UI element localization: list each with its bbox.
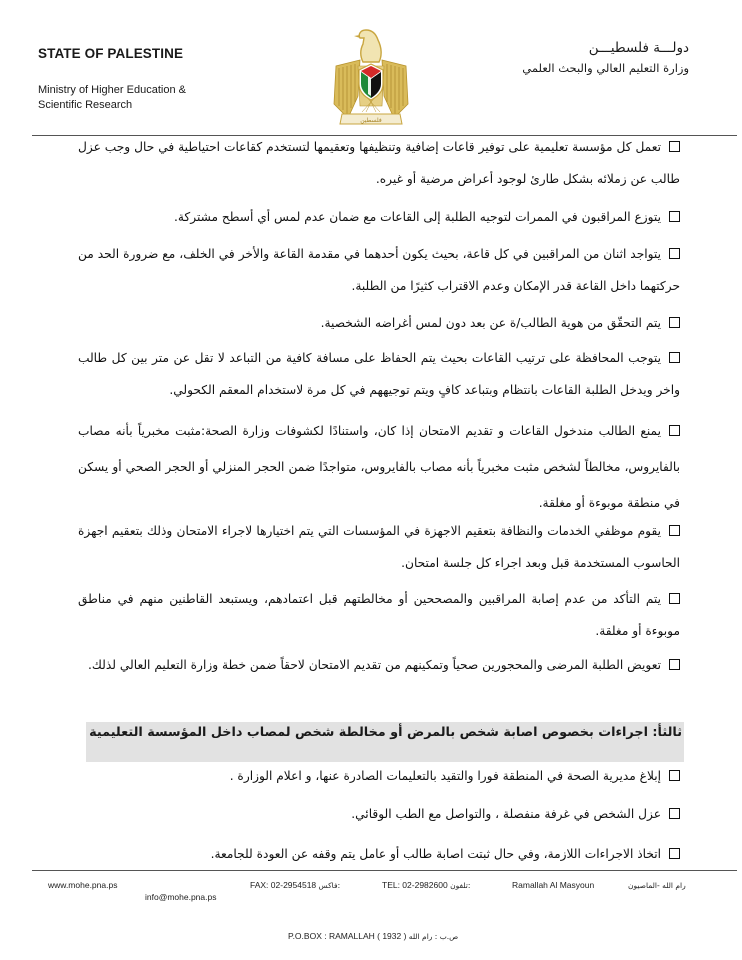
tel-number [382,880,470,890]
list-item-text: يقوم موظفي الخدمات والنظافة بتعقيم الاجهزة في المؤسسات التي يتم اختيارها لاجراء الامتحان وذلك بتعقيم اجهزة الحاسوب المستخدمة قبل وبعد اجراء كل جلسة امتحان. [78,524,680,570]
palestine-emblem-logo [330,26,412,130]
state-of-palestine-arabic-title: دولـــة فلسطيـــن [588,40,689,56]
list-item-text: يتوزع المراقبون في الممرات لتوجيه الطلبة إلى القاعات مع ضمان عدم لمس أي أسطح مشتركة. [174,210,661,224]
list-item-text: يتم التأكد من عدم إصابة المراقبين والمصححين أو مخالطتهم قبل اعتمادهم، ويستبعد القاطنين منهم في مناطق موبوءة أو مغلقة. [78,592,680,638]
fax-number [250,880,340,890]
section-list-item [78,798,680,830]
list-item [78,413,680,521]
ministry-name-line1: Ministry of Higher Education & [38,84,186,96]
tel-label-arabic: تلفون: [450,881,471,890]
list-item [78,583,680,647]
emblem-caption: فلسطين [360,117,382,124]
checkbox-icon[interactable] [669,525,680,536]
list-item-text: يتم التحقّق من هوية الطالب/ة عن بعد دون لمس أغراضه الشخصية. [320,316,661,330]
list-item [78,342,680,406]
list-item [78,238,680,302]
checkbox-icon[interactable] [669,770,680,781]
list-item-text: اتخاذ الاجراءات اللازمة، وفي حال ثبتت اصابة طالب أو عامل يتم وقفه عن العودة للجامعة. [210,847,661,861]
po-box-arabic: ص.ب : رام الله [408,932,459,941]
list-item-text: تعمل كل مؤسسة تعليمية على توفير قاعات إضافية وتنظيفها وتعقيمها لتستخدم كقاعات احتياطية في حال وجب عزل طالب عن زملائه بشكل طارئ لوجود أعراض مرضية أو غيره. [78,140,680,186]
section-heading-title: ثالثأ: اجراءات بخصوص اصابة شخص بالمرض أو مخالطة شخص لمصاب داخل المؤسسة التعليمية [89,725,682,740]
fax-number-text: FAX: 02-2954518 [250,880,317,890]
checkbox-icon[interactable] [669,808,680,819]
section-heading-bar [86,722,684,762]
ministry-name-line2: Scientific Research [38,99,133,111]
checkbox-icon[interactable] [669,248,680,259]
section-list-item [78,760,680,792]
list-item-text: تعويض الطلبة المرضى والمحجورين صحياً وتمكينهم من تقديم الامتحان لاحقاً ضمن خطة وزارة التعليم العالي لذلك. [88,658,661,672]
address-arabic: رام الله -الماصيون [628,881,686,890]
tel-number-text: TEL: 02-2982600 [382,880,448,890]
address-english: Ramallah Al Masyoun [512,880,595,890]
po-box [288,931,458,941]
fax-label-arabic: فاكس: [318,881,341,890]
list-item [78,649,680,681]
checkbox-icon[interactable] [669,425,680,436]
checkbox-icon[interactable] [669,352,680,363]
checkbox-icon[interactable] [669,848,680,859]
list-item [78,131,680,195]
list-item-text: عزل الشخص في غرفة منفصلة ، والتواصل مع الطب الوقائي. [351,807,661,821]
list-item [78,307,680,339]
checkbox-icon[interactable] [669,211,680,222]
list-item [78,201,680,233]
list-item-text: إبلاغ مديرية الصحة في المنطقة فورا والتقيد بالتعليمات الصادرة عنها، و اعلام الوزارة . [229,769,661,783]
checkbox-icon[interactable] [669,593,680,604]
ministry-name-english [38,83,238,113]
po-box-english: P.O.BOX : RAMALLAH ( 1932 ) [288,931,407,941]
list-item [78,515,680,579]
list-item-text: يتواجد اثنان من المراقبين في كل قاعة، بحيث يكون أحدهما في مقدمة القاعة والأخر في الخلف، مع ضرورة الحد من حركتهما داخل القاعة قدر الإمكان وعدم الاقتراب كثيرًا من الطلبة. [78,247,680,293]
eagle-emblem-icon [330,26,412,130]
section-list-item [78,838,680,870]
ministry-name-arabic: وزارة التعليم العالي والبحث العلمي [522,61,689,75]
checkbox-icon[interactable] [669,659,680,670]
list-item-text: يمنع الطالب مندخول القاعات و تقديم الامتحان إذا كان، واستنادًا لكشوفات وزارة الصحة:مثبت مخبرياً بأنه مصاب بالفايروس، مخالطاً لشخص مثبت مخبرياً بأنه مصاب بالفايروس، متواجدًا ضمن الحجر المنزلي أو الحجر الصحي أو يسكن في منطقة موبوءة أو مغلقة. [78,424,680,510]
checkbox-icon[interactable] [669,317,680,328]
checkbox-icon[interactable] [669,141,680,152]
website-link[interactable]: www.mohe.pna.ps [48,880,118,890]
footer-divider [32,870,737,871]
email-link[interactable]: info@mohe.pna.ps [145,892,217,902]
state-of-palestine-title: STATE OF PALESTINE [38,46,184,61]
list-item-text: يتوجب المحافظة على ترتيب القاعات بحيث يتم الحفاظ على مسافة كافية من التباعد لا تقل عن متر بين كل طالب واخر ويدخل الطلبة القاعات بانتظام وبتباعد كافٍ ويتم توجيههم في كل مرة لاستخدام المعقم الكحولي. [78,351,680,397]
